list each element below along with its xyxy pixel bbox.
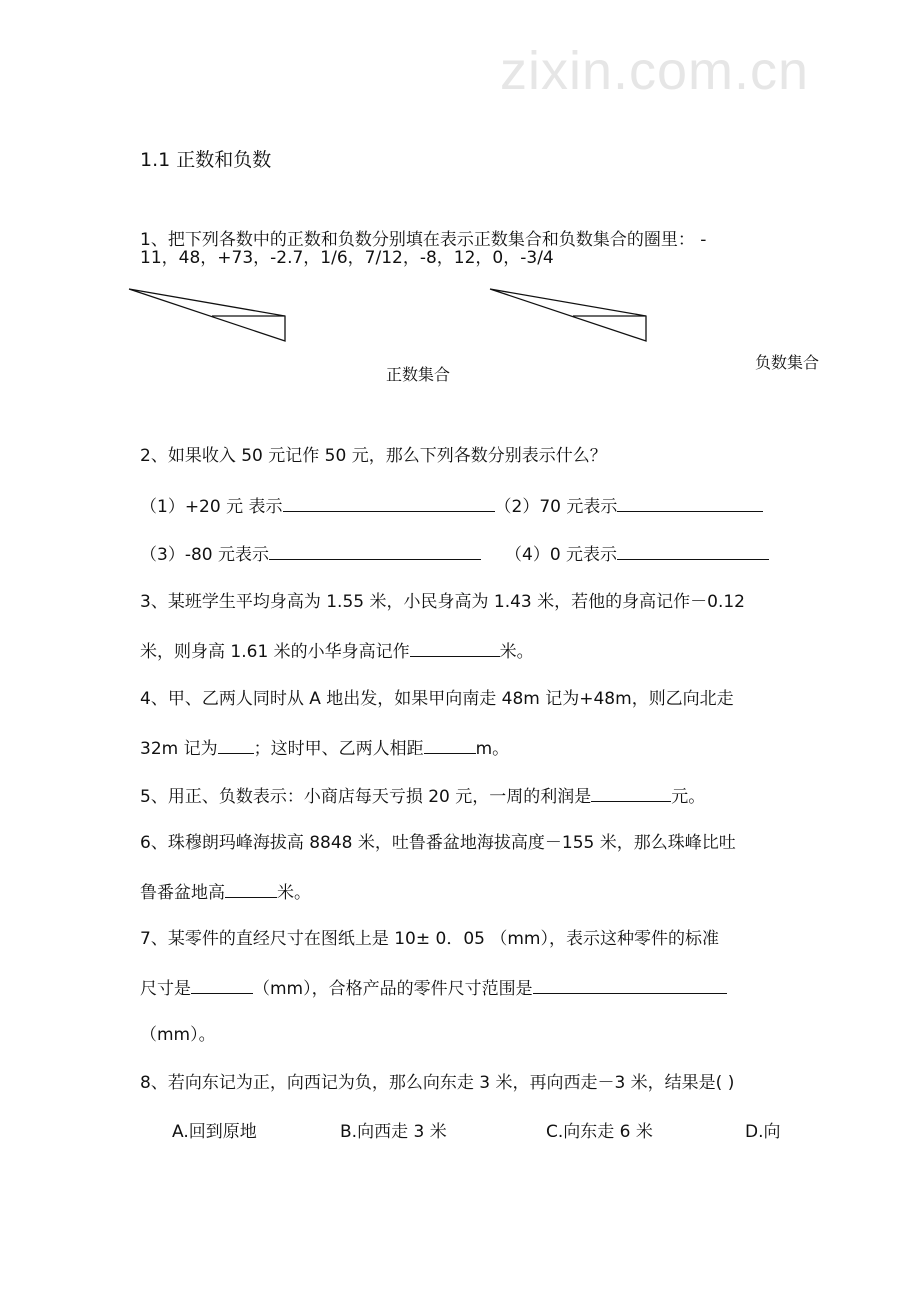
q5-text: 5、用正、负数表示：小商店每天亏损 20 元，一周的利润是 [140,787,592,807]
answer-blank[interactable] [591,783,671,802]
q4-line2 [140,735,509,761]
negative-set-label: 负数集合 [755,353,820,372]
q3-unit: 米。 [499,642,534,662]
answer-blank[interactable] [283,493,495,512]
q7-line2 [140,975,727,1001]
q6-text: 鲁番盆地高 [140,883,225,903]
negative-set-shape [486,285,656,345]
q8-option-c[interactable]: C.向东走 6 米 [546,1122,653,1142]
q1-line1: 1、把下列各数中的正数和负数分别填在表示正数集合和负数集合的圈里： - [140,230,707,250]
answer-blank[interactable] [533,975,727,994]
q4-text: 32m 记为 [140,739,218,759]
q7-text: 尺寸是 [140,979,191,999]
q1-line2 [140,246,554,270]
q6-line2 [140,879,311,905]
q2-p3: （3）-80 元表示 [140,545,269,565]
q4-text2: ；这时甲、乙两人相距 [253,739,424,759]
q7-line3: （mm）。 [140,1025,216,1045]
positive-set-shape [125,285,295,345]
answer-blank[interactable] [225,879,277,898]
answer-blank[interactable] [424,735,476,754]
q2-p2: （2）70 元表示 [494,497,618,517]
answer-blank[interactable] [617,541,769,560]
q2-stem: 2、如果收入 50 元记作 50 元，那么下列各数分别表示什么？ [140,446,607,466]
q8-option-a[interactable]: A.回到原地 [172,1122,257,1142]
q4-unit: m。 [475,739,510,759]
q6-line1: 6、珠穆朗玛峰海拔高 8848 米，吐鲁番盆地海拔高度－155 米，那么珠峰比吐 [140,833,736,853]
q8-option-b[interactable]: B.向西走 3 米 [340,1122,447,1142]
q2-row1 [140,493,763,519]
answer-blank[interactable] [191,975,253,994]
q5-unit: 元。 [671,787,706,807]
q1-numbers: 11，48，+73，-2.7，1/6，7/12，-8，12，0，-3/4 [140,248,554,268]
q7-text2: （mm），合格产品的零件尺寸范围是 [253,979,533,999]
q6-unit: 米。 [277,883,311,903]
q2-row2 [140,541,769,567]
q3-line2 [140,638,534,664]
watermark: zixin.com.cn [500,41,810,101]
q3-text: 米，则身高 1.61 米的小华身高记作 [140,642,410,662]
q8-option-d[interactable]: D.向 [745,1122,781,1142]
section-title: 1.1 正数和负数 [140,149,272,171]
q4-line1: 4、甲、乙两人同时从 A 地出发，如果甲向南走 48m 记为+48m，则乙向北走 [140,689,734,709]
q8-stem: 8、若向东记为正，向西记为负，那么向东走 3 米，再向西走－3 米，结果是( ) [140,1073,735,1093]
answer-blank[interactable] [218,735,254,754]
q2-p4: （4）0 元表示 [505,545,618,565]
answer-blank[interactable] [617,493,763,512]
answer-blank[interactable] [410,638,500,657]
q7-line1: 7、某零件的直经尺寸在图纸上是 10± 0．05 （mm），表示这种零件的标准 [140,929,719,949]
q2-p1: （1）+20 元 表示 [140,497,283,517]
answer-blank[interactable] [269,541,481,560]
q5-line [140,783,705,809]
q3-line1: 3、某班学生平均身高为 1.55 米，小民身高为 1.43 米，若他的身高记作－0.12 [140,592,745,612]
positive-set-label: 正数集合 [386,365,451,384]
